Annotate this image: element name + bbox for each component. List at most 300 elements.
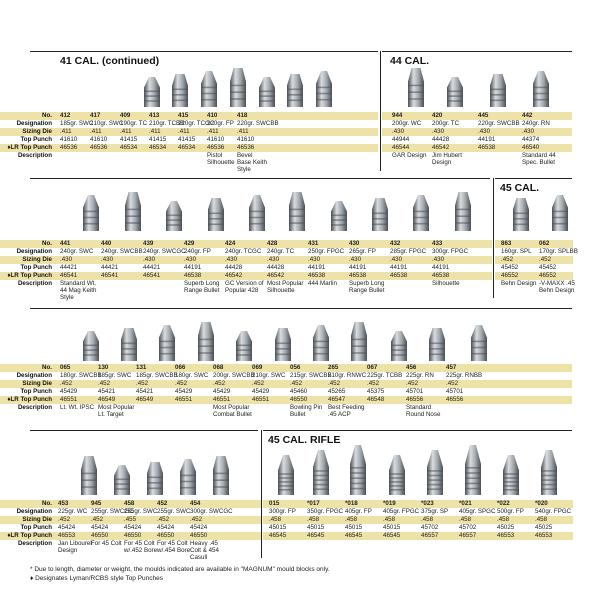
cell-no: 458 — [124, 500, 135, 507]
row-label-top-punch: Top Punch — [20, 388, 52, 395]
bullet-image-458 — [146, 462, 164, 500]
cell-no: 440 — [101, 240, 112, 247]
bullet-image-015 — [277, 455, 295, 500]
table-row-no — [0, 500, 262, 508]
cell-top-punch: 45429 — [175, 388, 193, 395]
bullet-image-433 — [454, 192, 472, 236]
cell-no: *017 — [307, 500, 320, 507]
cell-lr-top-punch: 46534 — [149, 144, 167, 151]
bullet-image-431 — [330, 201, 348, 236]
bullet-image-409 — [200, 71, 218, 112]
cell-sizing-die: .430 — [184, 256, 197, 263]
cell-designation: 240gr. SWCGC — [143, 248, 186, 255]
cell-lr-top-punch: 46536 — [207, 144, 225, 151]
cell-no: 453 — [58, 500, 69, 507]
cell-designation: 240gr. FP — [184, 248, 211, 255]
cell-description: For 45 Colt — [91, 540, 122, 547]
cell-no: 418 — [237, 112, 248, 119]
cell-lr-top-punch: 46553 — [535, 532, 553, 539]
bullet-image-457 — [470, 325, 488, 366]
cell-sizing-die: .452 — [136, 380, 149, 387]
cell-description: Standard 44 Spec. Bullet — [522, 152, 556, 166]
mold-table-45b — [0, 364, 572, 420]
cell-sizing-die: .430 — [225, 256, 238, 263]
cell-designation: 200gr. SWCBB — [213, 372, 255, 379]
section-divider — [380, 51, 381, 171]
cell-sizing-die: .452 — [175, 380, 188, 387]
row-label-designation: Designation — [16, 248, 52, 255]
cell-top-punch: 45429 — [60, 388, 78, 395]
cell-top-punch: 44191 — [390, 264, 408, 271]
cell-designation: 220gr. SWCBB — [237, 120, 279, 127]
bullet-row-44 — [382, 62, 572, 112]
cell-lr-top-punch: 46551 — [60, 396, 78, 403]
table-row-designation — [495, 248, 578, 256]
section-divider — [261, 430, 262, 558]
cell-description: 444 Marlin — [308, 280, 337, 287]
cell-lr-top-punch: 46538 — [390, 272, 408, 279]
cell-lr-top-punch: 46538 — [349, 272, 367, 279]
table-row-no — [382, 112, 572, 120]
cell-sizing-die: .458 — [307, 516, 320, 523]
cell-no: 412 — [60, 112, 71, 119]
cell-designation: 255gr. SWC — [124, 508, 158, 515]
cell-description: Standard Round Nose — [406, 404, 441, 418]
cell-no: 410 — [207, 112, 218, 119]
cell-lr-top-punch: 46557 — [459, 532, 477, 539]
row-label-top-punch: Top Punch — [20, 136, 52, 143]
section-rule — [30, 430, 258, 431]
cell-designation: 220gr. SWCBB — [478, 120, 520, 127]
cell-lr-top-punch: 46545 — [307, 532, 325, 539]
cell-top-punch: 44428 — [225, 264, 243, 271]
cell-lr-top-punch: 46538 — [184, 272, 202, 279]
cell-lr-top-punch: 46547 — [328, 396, 346, 403]
bullet-image-017 — [312, 450, 330, 500]
cell-designation: 240gr. TCGC — [225, 248, 262, 255]
cell-description: Standard Wt. 44 Mag Keith Style — [60, 280, 97, 301]
cell-no: 454 — [190, 500, 201, 507]
cell-top-punch: 45702 — [421, 524, 439, 531]
section-title-44: 44 CAL. — [390, 55, 430, 67]
cell-no: 945 — [91, 500, 102, 507]
cell-sizing-die: .458 — [383, 516, 396, 523]
section-rule — [30, 178, 490, 179]
table-row-description — [0, 540, 262, 561]
cell-no: 456 — [406, 364, 417, 371]
cell-sizing-die: .458 — [459, 516, 472, 523]
cell-designation: 285gr. FPGC — [390, 248, 427, 255]
cell-top-punch: 41610 — [90, 136, 108, 143]
cell-sizing-die: .452 — [446, 380, 459, 387]
cell-designation: 210gr. TCBB — [149, 120, 185, 127]
cell-designation: 375gr. SP — [421, 508, 449, 515]
cell-description: Best Feeding .45 ACP — [328, 404, 365, 418]
cell-top-punch: 45429 — [252, 388, 270, 395]
cell-top-punch: 41415 — [120, 136, 138, 143]
table-row-lr-top-punch — [0, 144, 378, 152]
bullet-image-065 — [82, 331, 100, 366]
cell-top-punch: 45025 — [535, 524, 553, 531]
cell-top-punch: 44191 — [432, 264, 450, 271]
table-row-designation — [0, 372, 572, 380]
cell-sizing-die: .411 — [237, 128, 249, 135]
bullet-image-413 — [229, 68, 247, 112]
cell-lr-top-punch: 46550 — [157, 532, 175, 539]
cell-sizing-die: .430 — [60, 256, 73, 263]
cell-top-punch: 44421 — [60, 264, 78, 271]
cell-description: Jim Hubert Design — [432, 152, 462, 166]
table-row-top-punch — [382, 136, 572, 144]
cell-sizing-die: .430 — [143, 256, 156, 263]
cell-designation: 185gr. SWC — [98, 372, 132, 379]
cell-sizing-die: .452 — [539, 256, 552, 263]
cell-designation: 170gr. SPLBB — [539, 248, 578, 255]
cell-designation: 225gr. RN — [406, 372, 434, 379]
cell-no: *019 — [383, 500, 396, 507]
bullet-image-023 — [426, 450, 444, 500]
cell-sizing-die: .430 — [522, 128, 535, 135]
cell-sizing-die: .430 — [101, 256, 114, 263]
row-label-description: Description — [17, 152, 52, 159]
cell-description: GC Version of Popular 428 — [225, 280, 264, 294]
table-row-no — [263, 500, 573, 508]
bullet-image-130 — [120, 328, 138, 366]
row-label-no: No. — [42, 364, 52, 371]
row-label-designation: Designation — [16, 372, 52, 379]
cell-no: 441 — [60, 240, 71, 247]
table-row-lr-top-punch — [0, 272, 492, 280]
table-row-description — [495, 280, 573, 296]
cell-lr-top-punch: 46552 — [501, 272, 519, 279]
cell-description: -V-MAXX .45 Behn Design — [539, 280, 575, 294]
bullet-image-432 — [412, 195, 430, 236]
bullet-image-430 — [371, 198, 389, 236]
table-row-lr-top-punch — [495, 272, 573, 280]
cell-designation: 220gr. TCGC — [178, 120, 215, 127]
bullet-image-265 — [350, 322, 368, 366]
table-row-lr-top-punch — [382, 144, 572, 152]
cell-sizing-die: .455 — [124, 516, 137, 523]
cell-lr-top-punch: 46551 — [175, 396, 193, 403]
cell-no: 015 — [269, 500, 280, 507]
row-label-designation: Designation — [16, 508, 52, 515]
cell-designation: 190gr. TC — [120, 120, 148, 127]
bullet-image-944 — [407, 68, 425, 112]
cell-designation: 405gr. FPGC — [383, 508, 420, 515]
cell-top-punch: 41415 — [178, 136, 196, 143]
cell-top-punch: 45265 — [328, 388, 346, 395]
cell-designation: 200gr. TC — [432, 120, 460, 127]
bullet-image-453 — [80, 456, 98, 500]
cell-lr-top-punch: 46553 — [497, 532, 515, 539]
table-row-top-punch — [0, 136, 378, 144]
cell-sizing-die: .452 — [157, 516, 170, 523]
cell-description: GAR Design — [392, 152, 427, 159]
cell-no: 066 — [175, 364, 186, 371]
cell-top-punch: 45460 — [290, 388, 308, 395]
cell-designation: 405gr. FP — [345, 508, 372, 515]
cell-no: 442 — [522, 112, 533, 119]
cell-top-punch: 44191 — [349, 264, 367, 271]
cell-lr-top-punch: 46538 — [478, 144, 496, 151]
cell-no: 863 — [501, 240, 512, 247]
cell-designation: 185gr. SWCBB — [136, 372, 178, 379]
cell-no: *018 — [345, 500, 358, 507]
table-row-description — [382, 152, 572, 168]
cell-top-punch: 45702 — [459, 524, 477, 531]
bullet-image-456 — [428, 328, 446, 366]
cell-lr-top-punch: 46536 — [90, 144, 108, 151]
cell-sizing-die: .452 — [290, 380, 303, 387]
cell-lr-top-punch: 46538 — [308, 272, 326, 279]
cell-designation: 210gr. SWC — [252, 372, 286, 379]
cell-top-punch: 45424 — [157, 524, 175, 531]
cell-lr-top-punch: 46545 — [383, 532, 401, 539]
cell-lr-top-punch: 46556 — [406, 396, 424, 403]
cell-designation: 265gr. FP — [349, 248, 376, 255]
table-row-description — [0, 280, 492, 301]
cell-designation: 200gr. WC — [392, 120, 422, 127]
table-row-lr-top-punch — [0, 396, 572, 404]
section-title-45-rifle: 45 CAL. RIFLE — [268, 434, 341, 446]
bullet-image-454 — [212, 456, 230, 500]
cell-designation: 240gr. TC — [267, 248, 295, 255]
section-rule — [382, 51, 572, 52]
bullet-image-439 — [165, 201, 183, 236]
bullet-image-452 — [179, 459, 197, 500]
row-label-sizing-die: Sizing Die — [22, 516, 52, 523]
cell-designation: 240gr. SWCBB — [101, 248, 143, 255]
bullet-image-441 — [82, 195, 100, 236]
cell-description: Lt. Wt. IPSC — [60, 404, 95, 411]
cell-sizing-die: .452 — [367, 380, 380, 387]
cell-lr-top-punch: 46536 — [60, 144, 78, 151]
cell-sizing-die: .411 — [120, 128, 132, 135]
cell-no: 429 — [184, 240, 195, 247]
table-row-sizing-die — [0, 128, 378, 136]
cell-sizing-die: .411 — [207, 128, 219, 135]
table-row-designation — [0, 508, 262, 516]
bullet-image-062 — [551, 195, 569, 236]
cell-sizing-die: .452 — [501, 256, 514, 263]
cell-lr-top-punch: 46536 — [237, 144, 255, 151]
cell-top-punch: 44944 — [392, 136, 410, 143]
cell-lr-top-punch: 46540 — [522, 144, 540, 151]
cell-designation: 180gr. SWC — [175, 372, 209, 379]
cell-lr-top-punch: 46550 — [190, 532, 208, 539]
cell-lr-top-punch: 46542 — [267, 272, 285, 279]
bullet-image-424 — [248, 195, 266, 236]
bullet-image-412 — [143, 77, 161, 112]
row-label-no: No. — [42, 112, 52, 119]
table-row-description — [0, 152, 378, 173]
cell-no: 439 — [143, 240, 154, 247]
cell-no: 457 — [446, 364, 457, 371]
mold-table-44 — [382, 112, 572, 168]
cell-designation: 160gr. SPL — [501, 248, 532, 255]
table-row-designation — [382, 120, 572, 128]
cell-lr-top-punch: 46550 — [290, 396, 308, 403]
cell-description: Bowling Pin Bullet — [290, 404, 323, 418]
cell-description: Jan Libourel Design — [58, 540, 92, 554]
table-row-designation — [263, 508, 573, 516]
cell-designation: 405gr. SPGC — [459, 508, 496, 515]
cell-designation: 500gr. FP — [497, 508, 524, 515]
cell-top-punch: 45375 — [367, 388, 385, 395]
cell-top-punch: 44191 — [184, 264, 202, 271]
cell-lr-top-punch: 46557 — [421, 532, 439, 539]
cell-lr-top-punch: 46541 — [60, 272, 78, 279]
cell-top-punch: 45025 — [497, 524, 515, 531]
section-title-41: 41 CAL. (continued) — [60, 55, 160, 67]
cell-designation: 210gr. RNWC — [328, 372, 367, 379]
cell-no: 417 — [90, 112, 101, 119]
cell-top-punch: 45421 — [136, 388, 154, 395]
cell-designation: 215gr. SWCBB — [290, 372, 332, 379]
mold-table-41 — [0, 112, 378, 173]
bullet-row-45c — [70, 450, 260, 500]
cell-top-punch: 44428 — [432, 136, 450, 143]
cell-no: *023 — [421, 500, 434, 507]
cell-lr-top-punch: 46538 — [432, 272, 450, 279]
cell-lr-top-punch: 46552 — [539, 272, 557, 279]
cell-lr-top-punch: 46551 — [252, 396, 270, 403]
cell-lr-top-punch: 46556 — [446, 396, 464, 403]
cell-lr-top-punch: 46542 — [225, 272, 243, 279]
cell-designation: 225gr. RNBB — [446, 372, 483, 379]
bullet-image-417 — [171, 74, 189, 112]
bullet-image-056 — [312, 325, 330, 366]
cell-top-punch: 45701 — [446, 388, 464, 395]
cell-sizing-die: .430 — [349, 256, 362, 263]
cell-lr-top-punch: 46550 — [91, 532, 109, 539]
cell-no: 062 — [539, 240, 550, 247]
cell-designation: 240gr. SWC — [60, 248, 94, 255]
cell-no: 431 — [308, 240, 319, 247]
table-row-top-punch — [0, 264, 492, 272]
cell-description: Behn Design — [501, 280, 537, 287]
cell-no: 430 — [349, 240, 360, 247]
section-divider — [493, 178, 494, 298]
cell-top-punch: 44421 — [101, 264, 119, 271]
row-label-top-punch: Top Punch — [20, 264, 52, 271]
cell-designation: 220gr. FP — [207, 120, 234, 127]
bullet-image-428 — [288, 192, 306, 236]
cell-no: *022 — [497, 500, 510, 507]
cell-top-punch: 44191 — [478, 136, 496, 143]
row-label-description: Description — [17, 280, 52, 287]
table-row-designation — [0, 248, 492, 256]
cell-sizing-die: .411 — [149, 128, 161, 135]
cell-designation: 240gr. RN — [522, 120, 550, 127]
cell-description: Superb Long Range Bullet — [184, 280, 220, 294]
cell-lr-top-punch: 46542 — [432, 144, 450, 151]
row-label-sizing-die: Sizing Die — [22, 128, 52, 135]
row-label-no: No. — [42, 500, 52, 507]
cell-designation: 185gr. SWC — [60, 120, 94, 127]
cell-description: Most Popular Combat Bullet — [213, 404, 252, 418]
table-row-sizing-die — [0, 380, 572, 388]
cell-top-punch: 45421 — [98, 388, 116, 395]
cell-sizing-die: .411 — [178, 128, 190, 135]
cell-designation: 210gr. SWC — [90, 120, 124, 127]
cell-description: Bevel Base Keith Style — [237, 152, 267, 173]
bullet-image-440 — [124, 192, 142, 236]
cell-designation: 540gr. FPGC — [535, 508, 572, 515]
row-label-lr-top-punch: ♦LR Top Punch — [7, 272, 52, 279]
cell-top-punch: 45015 — [269, 524, 287, 531]
cell-sizing-die: .452 — [60, 380, 73, 387]
cell-lr-top-punch: 46548 — [367, 396, 385, 403]
cell-top-punch: 45452 — [539, 264, 557, 271]
cell-designation: 300gr. SWCGC — [190, 508, 233, 515]
row-label-lr-top-punch: ♦LR Top Punch — [7, 396, 52, 403]
row-label-description: Description — [17, 540, 52, 547]
cell-no: *021 — [459, 500, 472, 507]
cell-top-punch: 41610 — [60, 136, 78, 143]
table-row-description — [263, 540, 573, 556]
bullet-image-442 — [532, 71, 550, 112]
cell-top-punch: 44428 — [267, 264, 285, 271]
bullet-image-410 — [286, 74, 304, 112]
footnote-lyman-rcbs: ♦ Designates Lyman/RCBS style Top Punches — [30, 575, 164, 582]
table-row-sizing-die — [495, 256, 573, 264]
bullet-image-022 — [502, 455, 520, 500]
footnotes — [30, 565, 330, 583]
mold-table-45 — [495, 240, 578, 296]
bullet-row-44b — [70, 186, 490, 236]
cell-no: 409 — [120, 112, 131, 119]
cell-top-punch: 45424 — [190, 524, 208, 531]
cell-designation: 350gr. FPGC — [307, 508, 344, 515]
cell-sizing-die: .458 — [269, 516, 282, 523]
table-row-sizing-die — [382, 128, 572, 136]
cell-sizing-die: .458 — [535, 516, 548, 523]
row-label-designation: Designation — [16, 120, 52, 127]
bullet-image-418 — [315, 71, 333, 112]
section-rule — [30, 51, 378, 52]
cell-sizing-die: .430 — [267, 256, 280, 263]
cell-sizing-die: .458 — [345, 516, 358, 523]
cell-no: 420 — [432, 112, 443, 119]
table-row-top-punch — [263, 524, 573, 532]
cell-top-punch: 44374 — [522, 136, 540, 143]
cell-lr-top-punch: 46553 — [58, 532, 76, 539]
cell-top-punch: 45701 — [406, 388, 424, 395]
bullet-image-021 — [464, 445, 482, 500]
cell-top-punch: 45015 — [307, 524, 325, 531]
cell-no: 131 — [136, 364, 147, 371]
bullet-row-41 — [70, 62, 380, 112]
bullet-image-445 — [489, 74, 507, 112]
cell-no: 445 — [478, 112, 489, 119]
cell-top-punch: 45429 — [213, 388, 231, 395]
bullet-row-45 — [495, 186, 573, 236]
cell-no: 067 — [367, 364, 378, 371]
cell-top-punch: 44191 — [308, 264, 326, 271]
cell-lr-top-punch: 46549 — [136, 396, 154, 403]
cell-lr-top-punch: 46534 — [120, 144, 138, 151]
cell-top-punch: 45424 — [58, 524, 76, 531]
cell-sizing-die: .430 — [432, 256, 445, 263]
cell-no: 065 — [60, 364, 71, 371]
cell-sizing-die: .430 — [390, 256, 403, 263]
bullet-image-018 — [349, 445, 367, 500]
footnote-magnum: * Due to length, diameter or weight, the moulds indicated are available in "MAGNUM" mould blocks only. — [30, 566, 330, 573]
bullet-image-945 — [113, 465, 131, 500]
bullet-image-420 — [446, 77, 464, 112]
